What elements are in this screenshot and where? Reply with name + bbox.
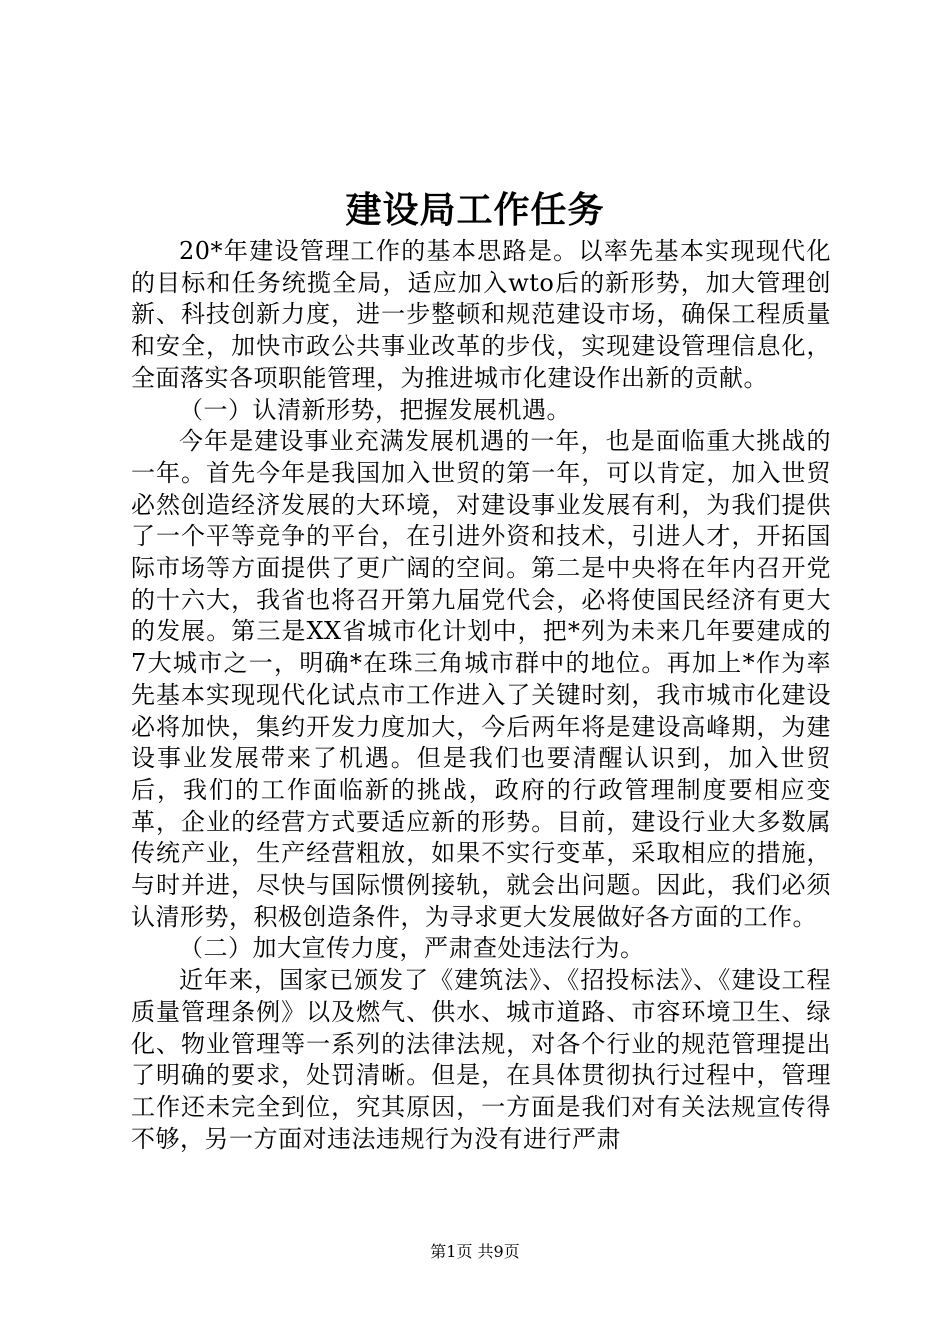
paragraph-section-2: 近年来，国家已颁发了《建筑法》、《招投标法》、《建设工程质量管理条例》以及燃气、供水、城市道路、市容环境卫生、绿化、物业管理等一系列的法律法规，对各个行业的规范管理提出了明确的要求，处罚清晰。但是，在具体贯彻执行过程中，管理工作还未完全到位，究其原因，一方面是我们对有关法规宣传得不够，另一方面对违法违规行为没有进行严肃 bbox=[131, 966, 831, 1153]
section-heading-1: （一）认清新形势，把握发展机遇。 bbox=[179, 395, 571, 424]
paragraph-section-1: 今年是建设事业充满发展机遇的一年，也是面临重大挑战的一年。首先今年是我国加入世贸的第一年，可以肯定，加入世贸必然创造经济发展的大环境，对建设事业发展有利，为我们提供了一个平等竞争的平台，在引进外资和技术，引进人才，开拓国际市场等方面提供了更广阔的空间。第二是中央将在年内召开党的十六大，我省也将召开第九届党代会，必将使国民经济有更大的发展。第三是XX省城市化计划中，把*列为未来几年要建成的7大城市之一，明确*在珠三角城市群中的地位。再加上*作为率先基本实现现代化试点市工作进入了关键时刻，我市城市化建设必将加快，集约开发力度加大，今后两年将是建设高峰期，为建设事业发展带来了机遇。但是我们也要清醒认识到，加入世贸后，我们的工作面临新的挑战，政府的行政管理制度要相应变革，企业的经营方式要适应新的形势。目前，建设行业大多数属传统产业，生产经营粗放，如果不实行变革，采取相应的措施，与时并进，尽快与国际惯例接轨，就会出问题。因此，我们必须认清形势，积极创造条件，为寻求更大发展做好各方面的工作。 bbox=[131, 427, 831, 931]
document-body bbox=[131, 236, 831, 1155]
page-number-footer: 第1页 共9页 bbox=[430, 1242, 520, 1261]
document-title: 建设局工作任务 bbox=[345, 189, 605, 231]
section-heading-2: （二）加大宣传力度，严肃查处违法行为。 bbox=[179, 934, 645, 963]
paragraph-intro: 20*年建设管理工作的基本思路是。以率先基本实现现代化的目标和任务统揽全局，适应加入wto后的新形势，加大管理创新、科技创新力度，进一步整顿和规范建设市场，确保工程质量和安全，加快市政公共事业改革的步伐，实现建设管理信息化，全面落实各项职能管理，为推进城市化建设作出新的贡献。 bbox=[131, 237, 831, 392]
